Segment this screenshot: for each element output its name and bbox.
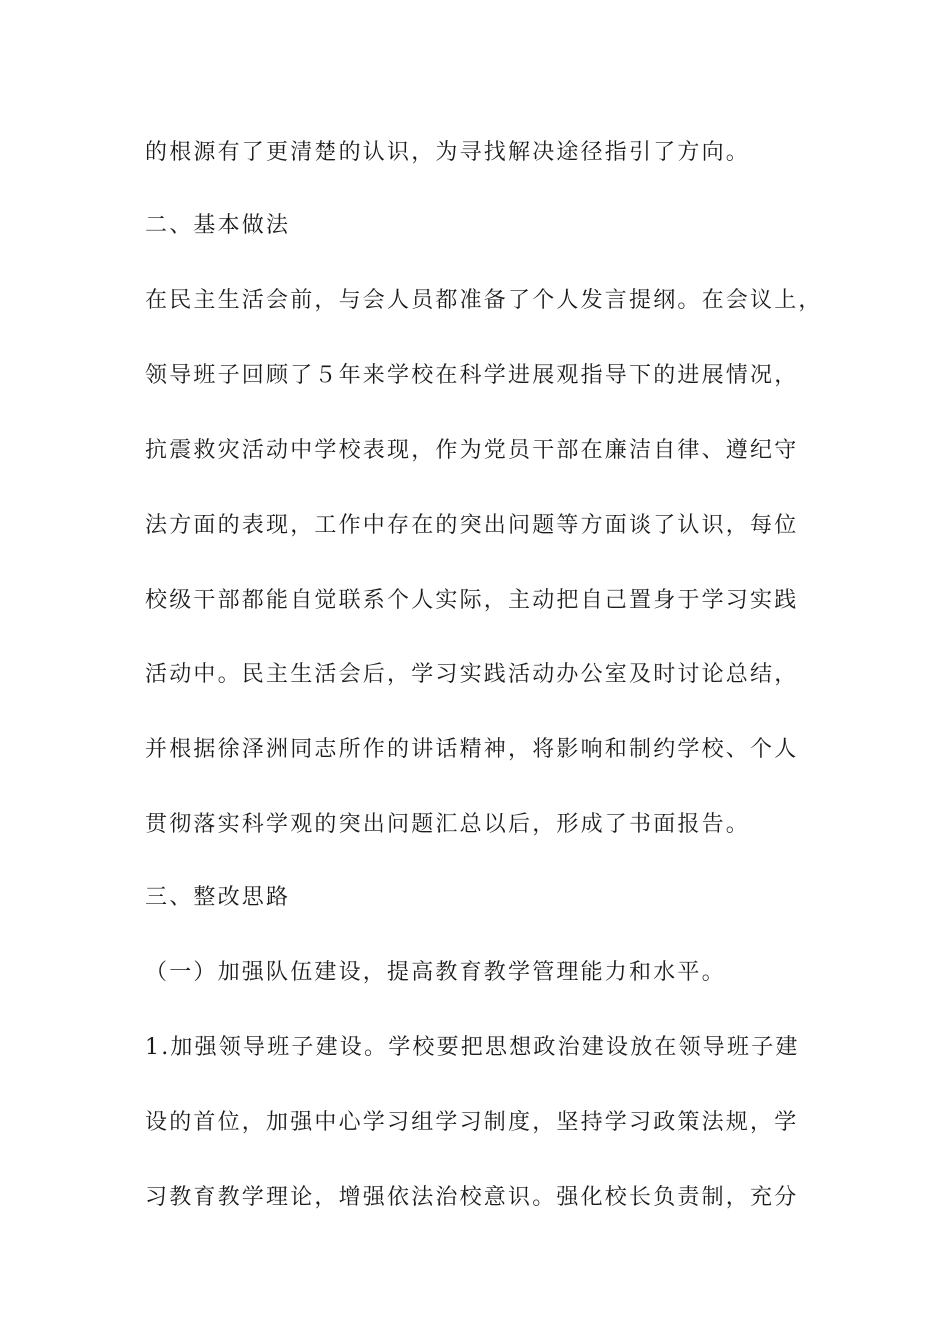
- paragraph-line-4: 领导班子回顾了５年来学校在科学进展观指导下的进展情况，: [145, 363, 799, 388]
- paragraph-line-13: 1.加强领导班子建设。学校要把思想政治建设放在领导班子建: [145, 1035, 800, 1060]
- subsection-heading-team-building: （一）加强队伍建设，提高教育教学管理能力和水平。: [145, 960, 726, 985]
- section-heading-rectification-ideas: 三、整改思路: [145, 885, 291, 910]
- paragraph-line-8: 活动中。民主生活会后，学习实践活动办公室及时讨论总结，: [145, 662, 799, 687]
- paragraph-line-7: 校级干部都能自觉联系个人实际，主动把自己置身于学习实践: [145, 588, 799, 613]
- paragraph-line-3: 在民主生活会前，与会人员都准备了个人发言提纲。在会议上，: [145, 288, 823, 313]
- paragraph-line-6: 法方面的表现，工作中存在的突出问题等方面谈了认识，每位: [145, 513, 799, 538]
- paragraph-line-5: 抗震救灾活动中学校表现，作为党员干部在廉洁自律、遵纪守: [145, 438, 799, 463]
- paragraph-line-10: 贯彻落实科学观的突出问题汇总以后，形成了书面报告。: [145, 812, 751, 837]
- paragraph-line-9: 并根据徐泽洲同志所作的讲话精神，将影响和制约学校、个人: [145, 737, 799, 762]
- paragraph-line-1: 的根源有了更清楚的认识，为寻找解决途径指引了方向。: [145, 140, 751, 165]
- paragraph-line-15: 习教育教学理论，增强依法治校意识。强化校长负责制，充分: [145, 1185, 799, 1210]
- paragraph-line-14: 设的首位，加强中心学习组学习制度，坚持学习政策法规，学: [145, 1110, 799, 1135]
- section-heading-basic-practice: 二、基本做法: [145, 213, 291, 238]
